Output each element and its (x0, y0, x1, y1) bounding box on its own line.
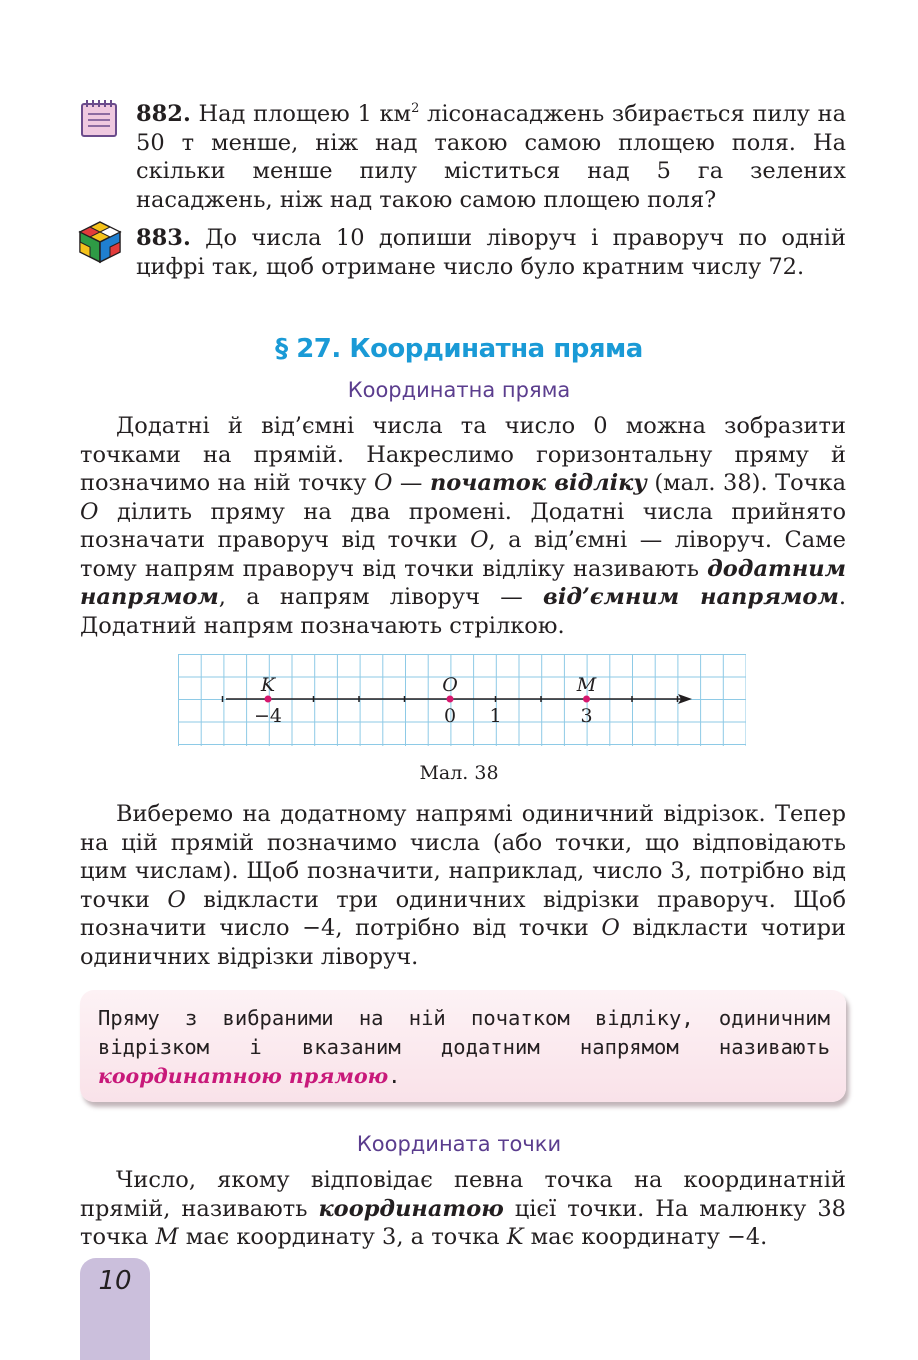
term-coordinate: координатою (318, 1195, 504, 1222)
point-label: O (442, 674, 458, 696)
subheading-coordinate-line: Координатна пряма (347, 378, 571, 402)
grid (178, 654, 746, 746)
paragraph-coordinate: Число, якому відповідає певна точка на координатній прямій, називають координатою цієї точки. На малюнку 38 точка M має координату 3, а точка K має координату −4. (80, 1167, 846, 1250)
term-negative-direction: від’ємним напрямом (543, 584, 839, 610)
task-882: 882. Над площею 1 $км^2$ лісонасаджень збирається пилу на 50 т менше, ніж над такою самою площею поля. На скільки менше пилу міститься над 5 га зелених насаджень, ніж над такою самою площею поля? (136, 101, 846, 213)
definition-box (80, 990, 846, 1102)
section-title: § 27. Координатна пряма (275, 334, 643, 364)
axis-points (254, 674, 597, 727)
paragraph-unit-segment: Виберемо на додатному напрямі одиничний відрізок. Тепер на цій прямій позначимо числа (або точки, що відповідають цим числам). Щоб позначити, наприклад, число 3, потрібно від точки O відкласти три одиничних відрізки праворуч. Щоб позначити число −4, потрібно від точки O відкласти чотири одиничних відрізки ліворуч. (80, 801, 846, 970)
point-m (583, 696, 590, 703)
task-883: 883. До числа 10 допиши ліворуч і праворуч по одній цифрі так, щоб отримане число було кратним числу 72. (136, 225, 846, 280)
term-origin: початок відліку (429, 470, 647, 496)
term-coordinate-line: координатною прямою (98, 1064, 389, 1088)
point-k (265, 696, 272, 703)
coordinate-line-figure (178, 654, 746, 746)
task-number: 883. (136, 225, 191, 251)
term-positive-direction: додатним напрямом (80, 555, 846, 610)
point-label: K (260, 674, 276, 696)
subheading-point-coordinate: Координата точки (356, 1132, 562, 1156)
point-o (447, 696, 454, 703)
page-number-tab (80, 1258, 150, 1360)
point-label: M (576, 674, 597, 696)
figure-caption: Мал. 38 (419, 762, 499, 784)
cube-icon (78, 220, 122, 264)
notebook-icon (80, 98, 120, 138)
tick-label: −4 (253, 705, 283, 727)
tick-label: 1 (489, 705, 502, 727)
page-number: 10 (98, 1266, 132, 1296)
tick-label: 0 (443, 705, 457, 727)
paragraph-intro: Додатні й від’ємні числа та число 0 можна зобразити точками на прямій. Накреслимо горизонтальну пряму й позначимо на ній точку O — початок відліку (мал. 38). Точка O ділить пряму на два промені. Додатні числа прийнято позначати праворуч від точки O, а від’ємні — ліворуч. Саме тому напрям праворуч від точки відліку називають додатним напрямом, а напрям ліворуч — від’ємним напрямом. Додатний напрям позначають стрілкою. (80, 413, 847, 639)
definition-text: Пряму з вибраними на ній початком відліку, одиничним відрізком і вказаним додатним напрямом називають координатною прямою. (98, 1006, 830, 1088)
tick-label: 3 (580, 705, 593, 727)
task-number: 882. (136, 101, 191, 127)
